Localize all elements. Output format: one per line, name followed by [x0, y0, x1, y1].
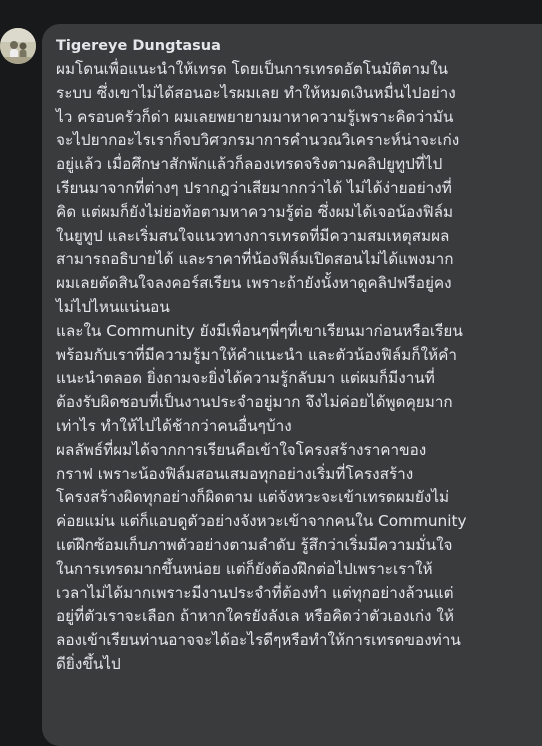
comment-text-line: เท่าไร ทำให้ไปได้ช้ากว่าคนอื่นๆบ้าง: [56, 416, 292, 435]
comment-text-line: และใน Community ยังมีเพื่อนๆพี่ๆที่เขาเรียนมาก่อนหรือเรียน: [56, 321, 463, 340]
comment-text-line: โครงสร้างผิดทุกอย่างก็ผิดตาม แต่จังหวะจะเข้าเทรดผมยังไม่: [56, 488, 450, 507]
comment-text-line: ต้องรับผิดชอบที่เป็นงานประจำอยู่มาก จึงไม่ค่อยได้พูดคุยมาก: [56, 393, 453, 412]
comment-text-line: พร้อมกับเราที่มีความรู้มาให้คำแนะนำ และตัวน้องฟิล์มก็ให้คำ: [56, 345, 457, 364]
comment-text-line: ผมเลยตัดสินใจลงคอร์สเรียน เพราะถ้ายังนั้งหาดูคลิปฟรีอยู่คง: [56, 274, 452, 293]
comment-text-line: แนะนำตลอด ยิ่งถามจะยิ่งได้ความรู้กลับมา แต่ผมก็มีงานที่: [56, 369, 435, 388]
profile-photo-icon: [0, 28, 36, 64]
comment-text-line: ผมโดนเพื่อแนะนำให้เทรด โดยเป็นการเทรดอัตโนมัติตามใน: [56, 60, 448, 78]
comment-text-line: แต่ฝึกซ้อมเก็บภาพตัวอย่างตามลำดับ รู้สึกว่าเริ่มมีความมั่นใจ: [56, 535, 453, 554]
comment-text-line: กราฟ เพราะน้องฟิล์มสอนเสมอทุกอย่างเริ่มที่โครงสร้าง: [56, 464, 414, 483]
comment-author-name[interactable]: Tigereye Dungtasua: [56, 38, 221, 54]
comment-text-line: ในยูทูป และเริ่มสนใจแนวทางการเทรดที่มีความสมเหตุสมผล: [56, 226, 450, 245]
comment-text: [56, 58, 542, 677]
comment-text-line: สามารถอธิบายได้ และราคาที่น้องฟิล์มเปิดสอนไม่ได้แพงมาก: [56, 250, 454, 269]
comment-text-line: คิด แต่ผมก็ยังไม่ย่อท้อตามหาความรู้ต่อ ซึ่งผมได้เจอน้องฟิล์ม: [56, 202, 454, 221]
comment-text-line: เวลาไม่ได้มากเพราะมีงานประจำที่ต้องทำ แต่ทุกอย่างล้วนแต่: [56, 583, 454, 602]
comment-text-line: ค่อยแม่น แต่ก็แอบดูตัวอย่างจังหวะเข้าจากคนใน Community: [56, 512, 467, 531]
comment-text-line: ระบบ ซึ่งเขาไม่ได้สอนอะไรผมเลย ทำให้หมดเงินหมื่นไปอย่าง: [56, 83, 456, 102]
comment-text-line: ลองเข้าเรียนท่านอาจจะได้อะไรดีๆหรือทำให้การเทรดของท่าน: [56, 631, 461, 650]
comment-bubble: [42, 24, 542, 746]
avatar[interactable]: [0, 28, 36, 64]
comment-text-line: ไม่ไปไหนแน่นอน: [56, 297, 170, 316]
comment-text-line: จะไปยากอะไรเราก็จบวิศวกรมาการคำนวณวิเคราะห์น่าจะเก่ง: [56, 131, 460, 150]
comment-text-line: ไว ครอบครัวก็ด่า ผมเลยพยายามมาหาความรู้เพราะคิดว่ามัน: [56, 107, 454, 126]
comment-text-line: ผลลัพธ์ที่ผมได้จากการเรียนคือเข้าใจโครงสร้างราคาของ: [56, 440, 427, 459]
comment-text-line: เรียนมาจากที่ต่างๆ ปรากฎว่าเสียมากกว่าได้ ไม่ได้ง่ายอย่างที่: [56, 178, 452, 197]
comment-text-line: ดียิ่งขึ้นไป: [56, 654, 121, 673]
comment-text-line: อยู่แล้ว เมื่อศึกษาสักพักแล้วก็ลองเทรดจริงตามคลิปยูทูปที่ไป: [56, 155, 443, 174]
comment-text-line: ในการเทรดมากขึ้นหน่อย แต่ก็ยังต้องฝึกต่อไปเพราะเราให้: [56, 559, 433, 578]
comment-text-line: อยู่ที่ตัวเราจะเลือก ถ้าหากใครยังลังเล หรือคิดว่าตัวเองเก่ง ให้: [56, 607, 454, 626]
